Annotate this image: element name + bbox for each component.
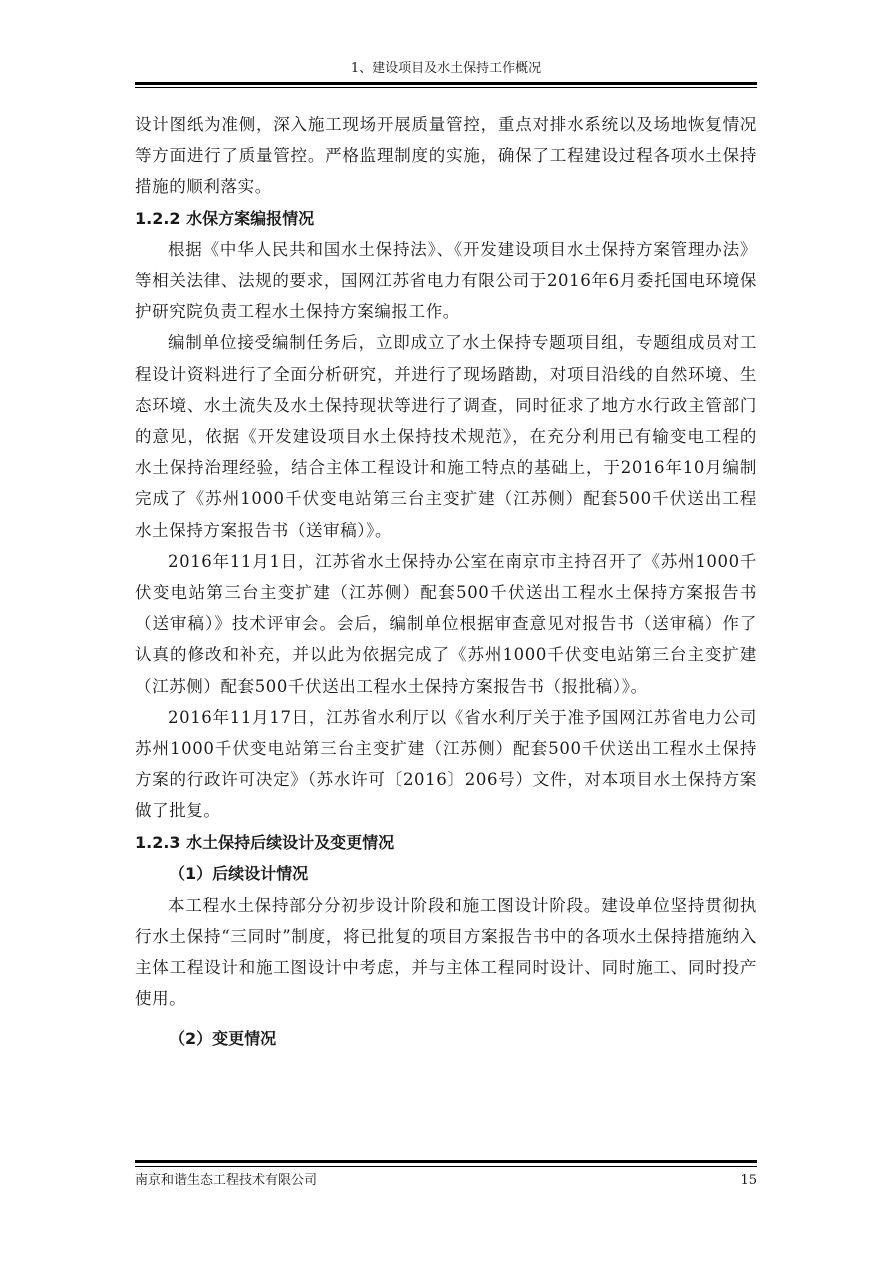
subheading-changes: （2）变更情况 — [169, 1028, 277, 1048]
subheading-follow-up-design: （1）后续设计情况 — [169, 863, 309, 883]
paragraph-continued: 设计图纸为准侧，深入施工现场开展质量管控，重点对排水系统以及场地恢复情况等方面进行了质量管控。严格监理制度的实施，确保了工程建设过程各项水土保持措施的顺利落实。 — [135, 115, 757, 197]
header-rule — [135, 82, 757, 85]
paragraph: 根据《中华人民共和国水土保持法》、《开发建设项目水土保持方案管理办法》等相关法律、法规的要求，国网江苏省电力有限公司于2016年6月委托国电环境保护研究院负责工程水土保持方案编报工作。 — [135, 239, 757, 322]
footer-rule-thin — [135, 1166, 757, 1167]
section-heading-1-2-3: 1.2.3 水土保持后续设计及变更情况 — [135, 832, 395, 852]
footer-rule — [135, 1160, 757, 1163]
paragraph: 2016年11月1日，江苏省水土保持办公室在南京市主持召开了《苏州1000千伏变电站第三台主变扩建（江苏侧）配套500千伏送出工程水土保持方案报告书（送审稿）》技术评审会。会后，编制单位根据审查意见对报告书（送审稿）作了认真的修改和补充，并以此为依据完成了《苏州1000千伏变电站第三台主变扩建（江苏侧）配套500千伏送出工程水土保持方案报告书（报批稿）》。 — [135, 551, 757, 696]
page-number: 15 — [740, 1173, 757, 1188]
header-rule-thin — [135, 87, 757, 88]
page-body — [135, 109, 757, 1055]
footer-company: 南京和谐生态工程技术有限公司 — [135, 1173, 318, 1188]
paragraph: 本工程水土保持部分分初步设计阶段和施工图设计阶段。建设单位坚持贯彻执行水土保持“三同时”制度，将已批复的项目方案报告书中的各项水土保持措施纳入主体工程设计和施工图设计中考虑，并与主体工程同时设计、同时施工、同时投产使用。 — [135, 895, 757, 1009]
section-heading-1-2-2: 1.2.2 水保方案编报情况 — [135, 208, 315, 228]
spacer — [135, 1015, 757, 1023]
paragraph: 2016年11月17日，江苏省水利厅以《省水利厅关于准予国网江苏省电力公司苏州1000千伏变电站第三台主变扩建（江苏侧）配套500千伏送出工程水土保持方案的行政许可决定》（苏水许可〔2016〕206号）文件，对本项目水土保持方案做了批复。 — [135, 707, 757, 821]
paragraph: 编制单位接受编制任务后，立即成立了水土保持专题项目组，专题组成员对工程设计资料进行了全面分析研究，并进行了现场踏勘，对项目沿线的自然环境、生态环境、水土流失及水土保持现状等进行了调查，同时征求了地方水行政主管部门的意见，依据《开发建设项目水土保持技术规范》，在充分利用已有输变电工程的水土保持治理经验，结合主体工程设计和施工特点的基础上，于2016年10月编制完成了《苏州1000千伏变电站第三台主变扩建（江苏侧）配套500千伏送出工程水土保持方案报告书（送审稿）》。 — [135, 333, 757, 540]
running-header: 1、建设项目及水土保持工作概况 — [350, 61, 542, 76]
